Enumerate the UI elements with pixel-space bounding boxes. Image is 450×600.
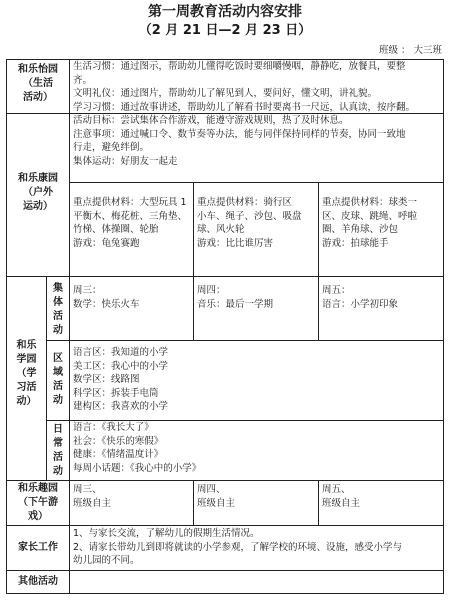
study-collective-c1: 周三： 数学：快乐火车 <box>73 285 140 310</box>
afternoon-c2: 周四、 班级自主 <box>197 484 236 509</box>
life-content: 生活习惯：通过图示，帮助幼儿懂得吃饭时要细嚼慢咽，静静吃，放餐具，要整 齐。 文明礼仪：通过图片，帮助幼儿了解见到人，要问好，懂文明，讲礼貌。 学习习惯：通过故事讲述，帮助幼儿了解看书时要离书一尺远，认真读，按序翻。 <box>73 61 416 113</box>
other-content-cell <box>69 570 444 594</box>
parents-header: 家长工作 <box>18 542 58 553</box>
study-header: 和乐 学园 （学 习活 动） <box>16 340 37 407</box>
study-collective-c2: 周四： 音乐：最后一学期 <box>197 285 274 310</box>
afternoon-c3: 周五、 班级自主 <box>322 484 361 509</box>
study-daily-content: 语言：《我长大了》 社会：《快乐的寒假》 健康：《情绪温度计》 每周小话题：《我心中的小学》 <box>73 422 202 474</box>
study-area-label: 区域活动 <box>53 353 63 406</box>
study-daily-label: 日常活动 <box>53 424 63 477</box>
outdoor-top-content: 活动目标：尝试集体合作游戏，能遵守游戏规则，热了及时休息。 注意事项：通过喊口令、数节奏等办法，能与同伴保持同样的节奏，协同一致地 行走，避免绊倒。 集体运动：好朋友一起走 <box>73 115 406 167</box>
parents-content: 1、与家长交流，了解幼儿的假期生活情况。 2、请家长带幼儿到即将就读的小学参观，了解学校的环境、设施，感受小学与 幼儿园的不同。 <box>73 528 403 566</box>
life-header: 和乐怡园 （生活 活动） <box>18 64 58 103</box>
outdoor-header: 和乐康园 （户外 运动） <box>18 173 58 212</box>
outdoor-col3-content: 重点提供材料：球类一 区、皮球、跳绳、呼啦 圈、羊角球、沙包 游戏：拍球能手 <box>322 197 418 249</box>
outdoor-col2-content: 重点提供材料：骑行区 小车、绳子、沙包、吸盘 球、风火轮 游戏：比比谁厉害 <box>197 197 302 249</box>
study-collective-c3: 周五： 语言：小学初印象 <box>322 285 399 310</box>
outdoor-col1-content: 重点提供材料：大型玩具 1 平衡木、梅花桩、三角垫、 竹梯、体操圈、轮胎 游戏：龟兔赛跑 <box>73 197 188 249</box>
class-label: 班级 ： 大三班 <box>378 45 442 56</box>
page-title: 第一周教育活动内容安排 <box>148 4 302 20</box>
page-subtitle: （2 月 21 日—2 月 23 日） <box>138 23 312 38</box>
other-header: 其他活动 <box>18 576 58 587</box>
study-collective-label: 集体活动 <box>53 283 63 336</box>
study-area-content: 语言区：我知道的小学 美工区：我心中的小学 数学区：线路图 科学区：拆装手电筒 建构区：我喜欢的小学 <box>73 347 169 412</box>
afternoon-c1: 周三、 班级自主 <box>73 484 112 509</box>
afternoon-header: 和乐趣园 （下午游 戏） <box>18 483 58 522</box>
